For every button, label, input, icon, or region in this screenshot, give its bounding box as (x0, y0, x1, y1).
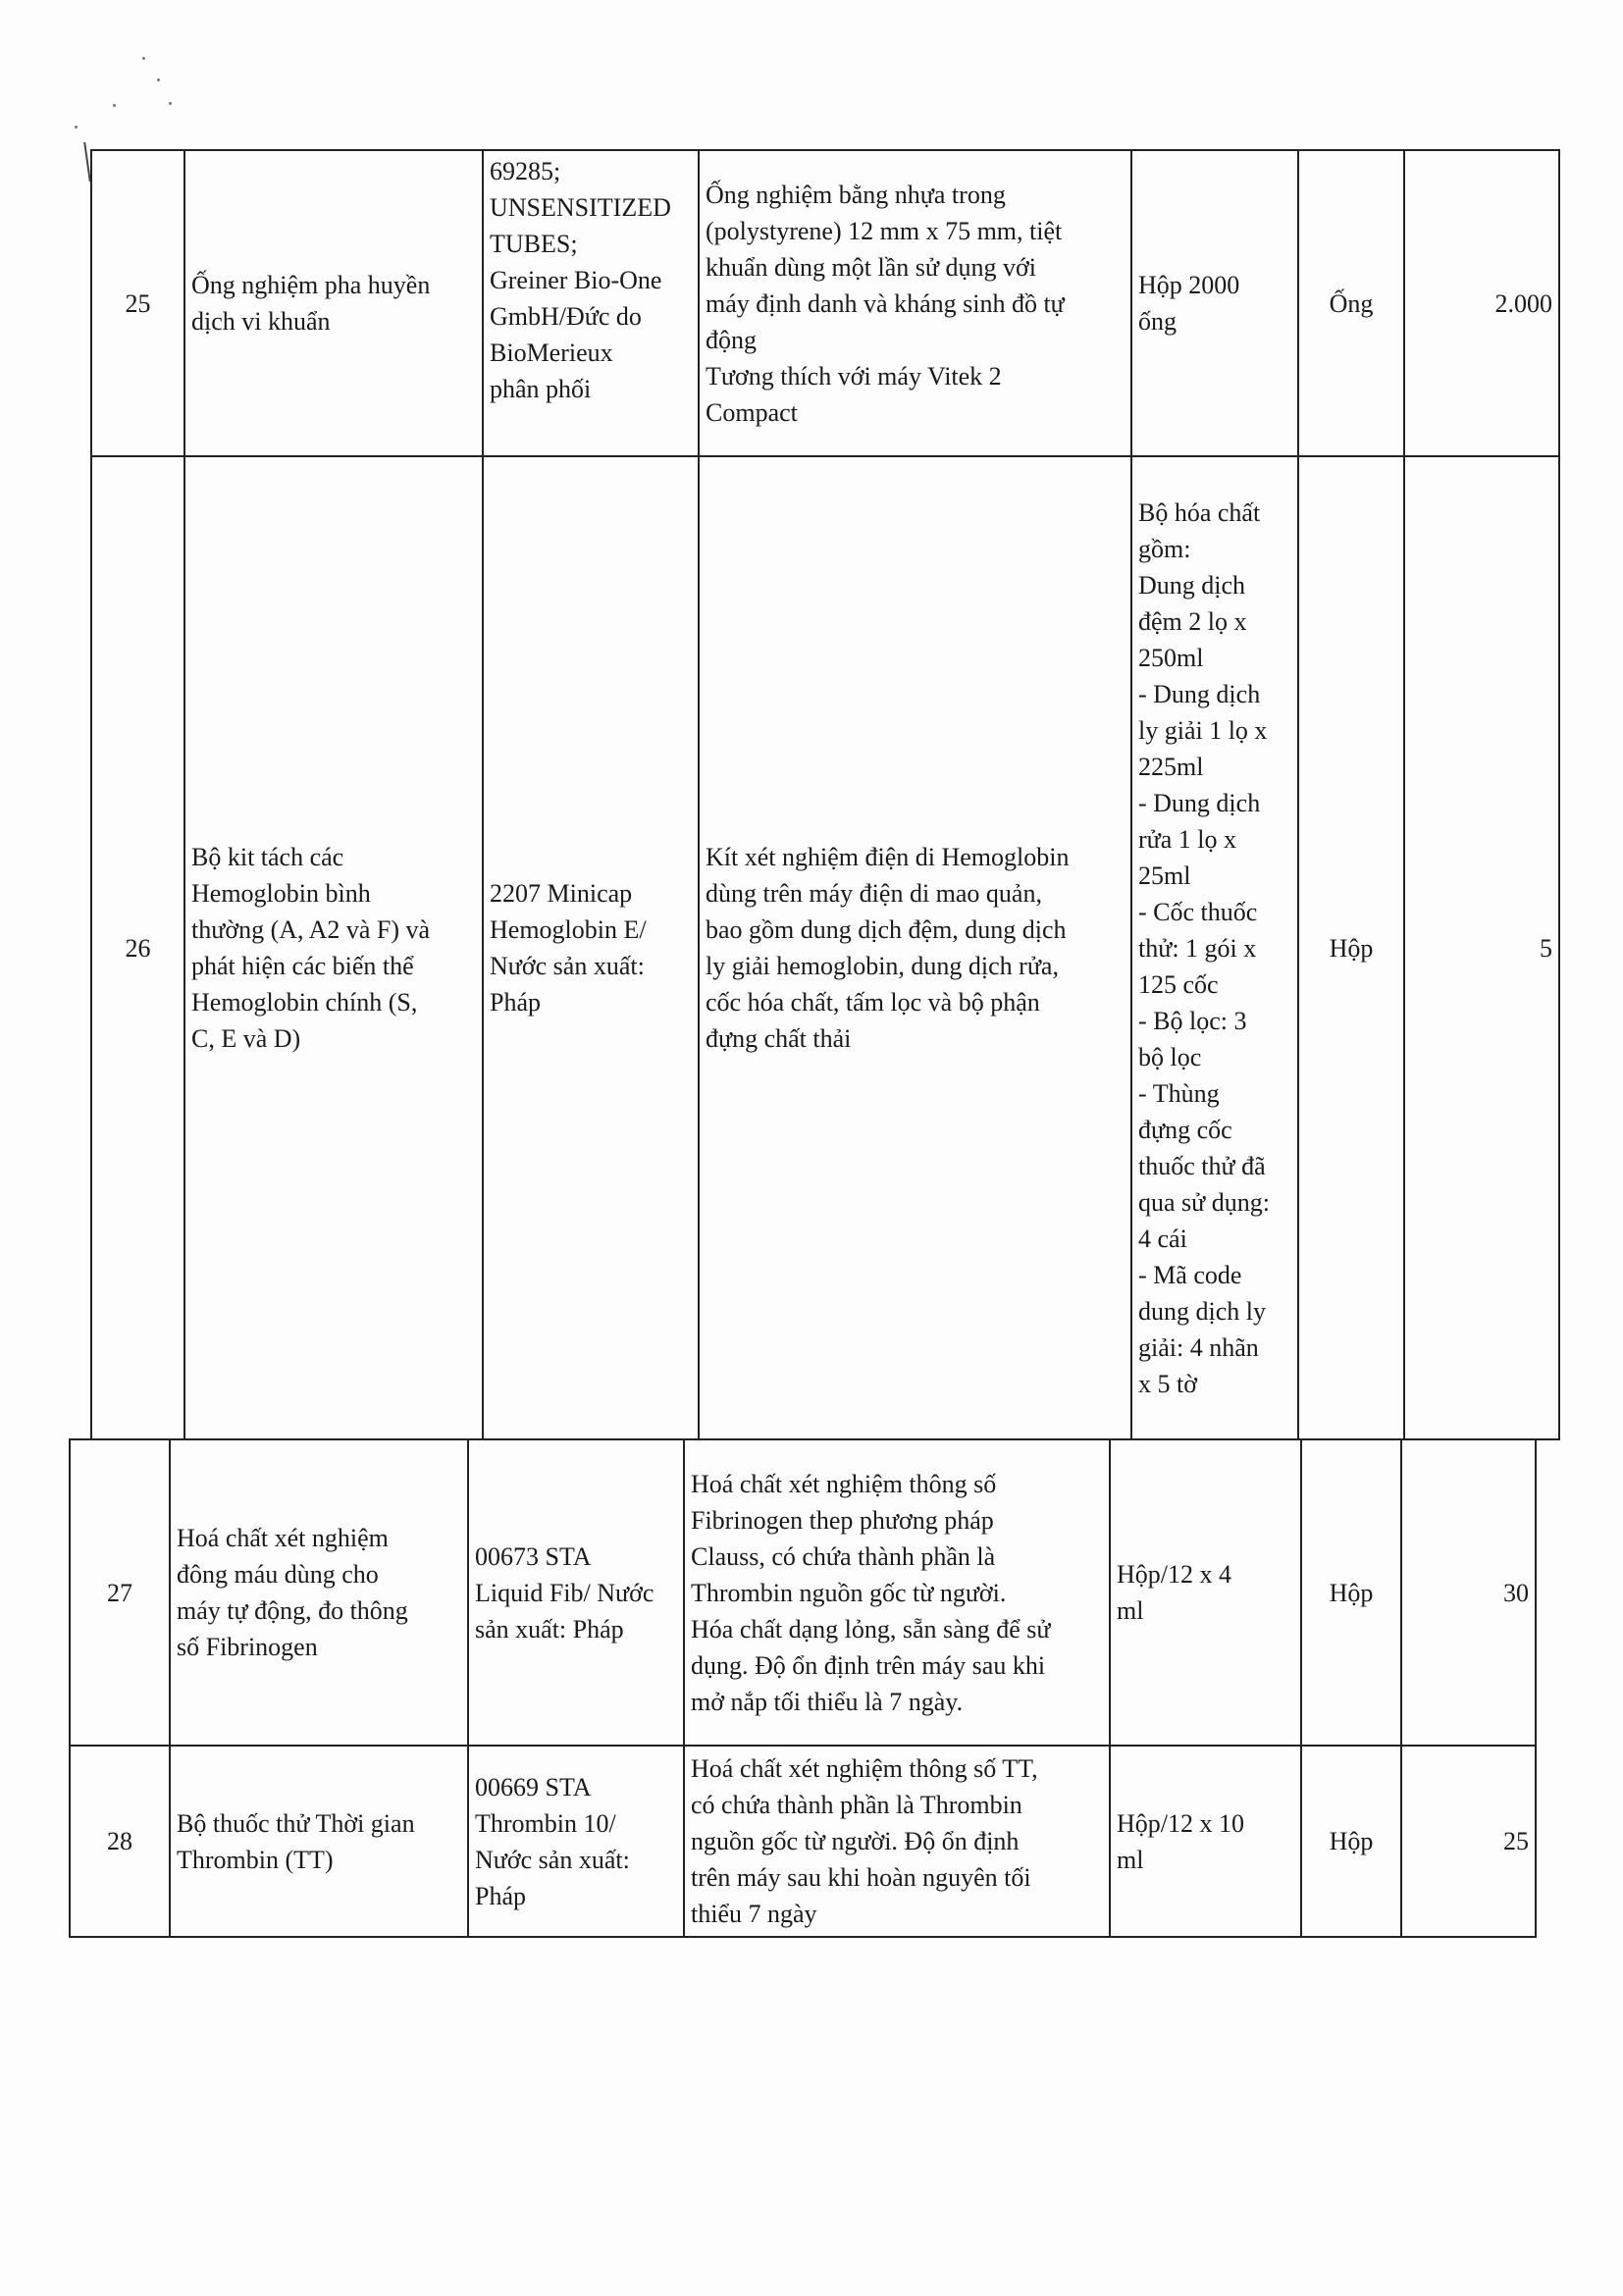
item-quantity: 30 (1401, 1439, 1536, 1746)
table-row (70, 1439, 1536, 1746)
item-packaging: Bộ hóa chất gồm: Dung dịch đệm 2 lọ x 250ml - Dung dịch ly giải 1 lọ x 225ml - Dung dịch rửa 1 lọ x 25ml - Cốc thuốc thử: 1 gói x 125 cốc - Bộ lọc: 3 bộ lọc - Thùng đựng cốc thuốc thử đã qua sử dụng: 4 cái - Mã code dung dịch ly giải: 4 nhãn x 5 tờ (1131, 456, 1298, 1439)
row-number: 26 (91, 456, 184, 1439)
item-name: Hoá chất xét nghiệm đông máu dùng cho máy tự động, đo thông số Fibrinogen (170, 1439, 468, 1746)
items-table-bottom (69, 1438, 1537, 1938)
item-code: 00669 STA Thrombin 10/ Nước sản xuất: Pháp (468, 1746, 684, 1937)
item-spec: Hoá chất xét nghiệm thông số Fibrinogen thep phương pháp Clauss, có chứa thành phần là Thrombin nguồn gốc từ người. Hóa chất dạng lỏng, sẵn sàng để sử dụng. Độ ổn định trên máy sau khi mở nắp tối thiểu là 7 ngày. (684, 1439, 1110, 1746)
item-code: 69285; UNSENSITIZED TUBES; Greiner Bio-One GmbH/Đức do BioMerieux phân phối (483, 150, 699, 456)
scan-speck (113, 104, 116, 107)
item-spec: Kít xét nghiệm điện di Hemoglobin dùng trên máy điện di mao quản, bao gồm dung dịch đệm, dung dịch ly giải hemoglobin, dung dịch rửa, cốc hóa chất, tấm lọc và bộ phận đựng chất thải (699, 456, 1131, 1439)
item-unit: Hộp (1301, 1439, 1401, 1746)
item-packaging: Hộp/12 x 10 ml (1110, 1746, 1301, 1937)
scan-speck (169, 102, 172, 105)
item-quantity: 5 (1404, 456, 1559, 1439)
row-number: 25 (91, 150, 184, 456)
item-packaging: Hộp/12 x 4 ml (1110, 1439, 1301, 1746)
row-number: 28 (70, 1746, 170, 1937)
item-unit: Hộp (1301, 1746, 1401, 1937)
scan-speck (75, 126, 78, 129)
item-quantity: 2.000 (1404, 150, 1559, 456)
table-row (91, 456, 1559, 1439)
item-unit: Hộp (1298, 456, 1404, 1439)
item-name: Ống nghiệm pha huyền dịch vi khuẩn (184, 150, 483, 456)
item-spec: Hoá chất xét nghiệm thông số TT, có chứa thành phần là Thrombin nguồn gốc từ người. Độ ổn định trên máy sau khi hoàn nguyên tối thiểu 7 ngày (684, 1746, 1110, 1937)
table-row (70, 1746, 1536, 1937)
item-code: 00673 STA Liquid Fib/ Nước sản xuất: Pháp (468, 1439, 684, 1746)
table-row (91, 150, 1559, 456)
item-quantity: 25 (1401, 1746, 1536, 1937)
item-spec: Ống nghiệm bằng nhựa trong (polystyrene) 12 mm x 75 mm, tiệt khuẩn dùng một lần sử dụng với máy định danh và kháng sinh đồ tự động Tương thích với máy Vitek 2 Compact (699, 150, 1131, 456)
items-table-top (90, 149, 1560, 1440)
scan-speck (157, 78, 160, 81)
scan-speck (142, 57, 145, 60)
item-packaging: Hộp 2000 ống (1131, 150, 1298, 456)
item-code: 2207 Minicap Hemoglobin E/ Nước sản xuất: Pháp (483, 456, 699, 1439)
item-name: Bộ kit tách các Hemoglobin bình thường (A, A2 và F) và phát hiện các biến thể Hemoglobin chính (S, C, E và D) (184, 456, 483, 1439)
item-unit: Ống (1298, 150, 1404, 456)
item-name: Bộ thuốc thử Thời gian Thrombin (TT) (170, 1746, 468, 1937)
row-number: 27 (70, 1439, 170, 1746)
